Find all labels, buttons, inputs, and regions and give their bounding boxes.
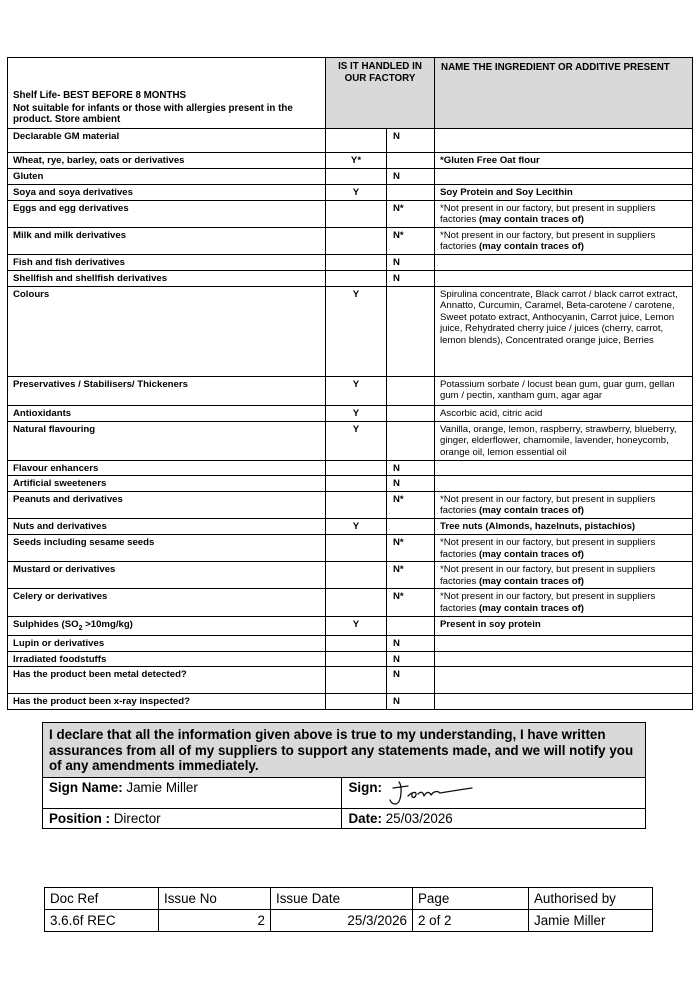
ingredient-text: *Not present in our factory, but present in suppliers factories — [440, 536, 656, 560]
ingredient-cell — [435, 286, 693, 376]
allergen-label-text: Artificial sweeteners — [13, 478, 107, 490]
ingredient-cell — [435, 169, 693, 185]
ingredient-text: Tree nuts (Almonds, hazelnuts, pistachios) — [440, 520, 636, 532]
allergen-row — [8, 518, 693, 534]
allergen-row — [8, 562, 693, 589]
allergen-row — [8, 153, 693, 169]
allergen-row — [8, 651, 693, 667]
allergen-label — [8, 589, 326, 616]
handled-no-cell — [387, 518, 435, 534]
allergen-label-text: Natural flavouring — [13, 423, 96, 435]
sign-label: Sign: — [348, 779, 382, 795]
ingredient-cell — [435, 636, 693, 652]
allergen-row — [8, 405, 693, 421]
ingredient-cell — [435, 694, 693, 710]
allergen-label-text: Preservatives / Stabilisers/ Thickeners — [13, 378, 188, 390]
ingredient-text: Soy Protein and Soy Lecithin — [440, 186, 573, 198]
handled-no-cell — [387, 286, 435, 376]
handled-yes-cell — [326, 636, 387, 652]
handled-yes-cell — [326, 491, 387, 518]
allergen-label — [8, 421, 326, 460]
allergen-row — [8, 227, 693, 254]
ingredient-cell — [435, 184, 693, 200]
date-value: 25/03/2026 — [385, 810, 453, 826]
ingredient-text: *Gluten Free Oat flour — [440, 155, 540, 166]
allergen-row — [8, 270, 693, 286]
allergen-row — [8, 460, 693, 476]
ingredient-text: *Not present in our factory, but present in suppliers factories — [440, 493, 656, 517]
allergen-label-text: Has the product been metal detected? — [13, 669, 187, 681]
allergen-row — [8, 421, 693, 460]
allergen-row — [8, 667, 693, 694]
allergen-label-text: Peanuts and derivatives — [13, 493, 123, 505]
allergen-row — [8, 534, 693, 561]
issue-no-value: 2 — [159, 910, 271, 932]
position-cell — [43, 808, 342, 828]
allergen-label — [8, 227, 326, 254]
traces-warning-text: (may contain traces of) — [478, 602, 584, 614]
allergen-row — [8, 169, 693, 185]
handled-yes-cell — [326, 476, 387, 492]
table-header-row — [8, 58, 693, 129]
authorised-by-header: Authorised by — [529, 888, 653, 910]
allergen-label — [8, 562, 326, 589]
ingredient-cell — [435, 153, 693, 169]
handled-no-cell: N* — [387, 227, 435, 254]
handled-yes-cell: Y — [326, 376, 387, 405]
page-value: 2 of 2 — [413, 910, 529, 932]
handled-no-cell — [387, 616, 435, 636]
allergen-label-text: Has the product been x-ray inspected? — [13, 696, 190, 708]
handled-yes-cell: Y — [326, 286, 387, 376]
allergen-row — [8, 694, 693, 710]
doc-ref-value: 3.6.6f REC — [45, 910, 159, 932]
allergen-row — [8, 636, 693, 652]
ingredient-text: *Not present in our factory, but present in suppliers factories — [440, 229, 656, 253]
ingredient-text: Potassium sorbate / locust bean gum, guar gum, gellan gum / pectin, xantham gum, agar agar — [440, 378, 675, 402]
handled-no-cell: N — [387, 636, 435, 652]
handled-no-cell — [387, 405, 435, 421]
ingredient-cell — [435, 518, 693, 534]
allergen-label — [8, 153, 326, 169]
factory-handled-header: IS IT HANDLED IN OUR FACTORY — [326, 58, 435, 129]
handled-yes-cell — [326, 562, 387, 589]
allergen-label — [8, 518, 326, 534]
product-info-cell — [8, 58, 326, 129]
ingredient-cell — [435, 405, 693, 421]
position-label: Position : — [49, 810, 110, 826]
allergen-label-text: Wheat, rye, barley, oats or derivatives — [13, 155, 185, 166]
ingredient-text: *Not present in our factory, but present in suppliers factories — [440, 591, 656, 614]
allergen-table — [7, 57, 693, 710]
allergen-label — [8, 694, 326, 710]
sign-name-cell — [43, 777, 342, 808]
handled-no-cell: N — [387, 254, 435, 270]
declaration-statement: I declare that all the information given above is true to my understanding, I have written assurances from all of my suppliers to support any statements made, and we will notify you of any amendments immediately. — [43, 723, 646, 778]
handled-no-cell: N* — [387, 534, 435, 561]
handled-yes-cell: Y — [326, 184, 387, 200]
handled-yes-cell — [326, 694, 387, 710]
sign-name-value: Jamie Miller — [126, 779, 198, 795]
handled-yes-cell — [326, 254, 387, 270]
ingredient-cell — [435, 254, 693, 270]
allergen-label — [8, 651, 326, 667]
handled-no-cell: N — [387, 694, 435, 710]
handled-yes-cell — [326, 651, 387, 667]
allergen-label-text: Antioxidants — [13, 407, 72, 419]
allergen-label — [8, 200, 326, 227]
handled-yes-cell — [326, 460, 387, 476]
doc-control-header-row — [45, 888, 653, 910]
allergen-label — [8, 476, 326, 492]
allergen-label — [8, 376, 326, 405]
allergen-label — [8, 667, 326, 694]
allergen-row — [8, 376, 693, 405]
ingredient-text: Ascorbic acid, citric acid — [440, 407, 543, 419]
handled-no-cell: N — [387, 270, 435, 286]
allergen-row — [8, 616, 693, 636]
traces-warning-text: (may contain traces of) — [478, 241, 584, 253]
allergen-row — [8, 476, 693, 492]
ingredient-cell — [435, 200, 693, 227]
allergen-label-text: Declarable GM material — [13, 131, 120, 142]
ingredient-cell — [435, 589, 693, 616]
allergen-label-text: Nuts and derivatives — [13, 520, 107, 532]
allergen-label — [8, 270, 326, 286]
handled-yes-cell: Y — [326, 405, 387, 421]
allergen-label-text: Sulphides (SO — [13, 618, 79, 630]
allergen-label — [8, 460, 326, 476]
allergen-row — [8, 589, 693, 616]
handwritten-signature — [384, 779, 484, 809]
traces-warning-text: (may contain traces of) — [478, 575, 584, 587]
ingredient-cell — [435, 534, 693, 561]
allergen-label — [8, 254, 326, 270]
allergen-label — [8, 491, 326, 518]
handled-yes-cell — [326, 270, 387, 286]
ingredient-cell — [435, 270, 693, 286]
handled-yes-cell — [326, 169, 387, 185]
allergen-label-text: Lupin or derivatives — [13, 638, 105, 649]
allergen-label-tail: >10mg/kg) — [82, 618, 133, 630]
handled-yes-cell — [326, 227, 387, 254]
issue-date-value: 25/3/2026 — [271, 910, 413, 932]
ingredient-cell — [435, 562, 693, 589]
ingredient-cell — [435, 616, 693, 636]
handled-yes-cell: Y* — [326, 153, 387, 169]
allergen-label — [8, 169, 326, 185]
handled-yes-cell — [326, 129, 387, 153]
allergen-row — [8, 129, 693, 153]
allergen-label-text: Colours — [13, 288, 50, 300]
handled-yes-cell — [326, 589, 387, 616]
ingredient-cell — [435, 667, 693, 694]
ingredient-cell — [435, 651, 693, 667]
allergen-label-text: Eggs and egg derivatives — [13, 202, 129, 214]
allergen-label-text: Seeds including sesame seeds — [13, 536, 155, 548]
allergen-label — [8, 616, 326, 636]
handled-no-cell: N — [387, 460, 435, 476]
handled-yes-cell — [326, 534, 387, 561]
handled-no-cell: N* — [387, 491, 435, 518]
issue-date-header: Issue Date — [271, 888, 413, 910]
issue-no-header: Issue No — [159, 888, 271, 910]
ingredient-cell — [435, 421, 693, 460]
position-value: Director — [113, 810, 161, 826]
ingredient-text: Vanilla, orange, lemon, raspberry, strawberry, blueberry, ginger, elderflower, chamomile, lavender, honeycomb, orange oil, lemon essential oil — [440, 423, 677, 458]
allergen-label — [8, 534, 326, 561]
handled-no-cell: N — [387, 667, 435, 694]
handled-yes-cell: Y — [326, 421, 387, 460]
signature-cell — [342, 777, 646, 808]
handled-yes-cell: Y — [326, 616, 387, 636]
ingredient-cell — [435, 476, 693, 492]
ingredient-header: NAME THE INGREDIENT OR ADDITIVE PRESENT — [435, 58, 693, 129]
handled-no-cell — [387, 376, 435, 405]
subscript-text: 2 — [78, 624, 83, 632]
traces-warning-text: (may contain traces of) — [478, 548, 584, 560]
traces-warning-text: (may contain traces of) — [478, 505, 584, 517]
authorised-by-value: Jamie Miller — [529, 910, 653, 932]
handled-no-cell: N* — [387, 200, 435, 227]
date-label: Date: — [348, 810, 382, 826]
allergen-label-text: Milk and milk derivatives — [13, 229, 127, 241]
ingredient-cell — [435, 129, 693, 153]
handled-yes-cell: Y — [326, 518, 387, 534]
ingredient-cell — [435, 227, 693, 254]
allergen-label-text: Flavour enhancers — [13, 462, 99, 474]
declaration-table — [42, 722, 646, 829]
ingredient-text: Present in soy protein — [440, 618, 541, 630]
allergen-row — [8, 491, 693, 518]
doc-control-value-row — [45, 910, 653, 932]
allergen-label-text: Fish and fish derivatives — [13, 256, 125, 268]
handled-yes-cell — [326, 667, 387, 694]
handled-yes-cell — [326, 200, 387, 227]
doc-ref-header: Doc Ref — [45, 888, 159, 910]
handled-no-cell: N — [387, 169, 435, 185]
sign-name-label: Sign Name: — [49, 779, 123, 795]
handled-no-cell — [387, 153, 435, 169]
product-note-text: Not suitable for infants or those with allergies present in the product. Store ambient — [13, 102, 293, 126]
allergen-label — [8, 405, 326, 421]
ingredient-cell — [435, 491, 693, 518]
allergen-label-text: Irradiated foodstuffs — [13, 653, 107, 665]
ingredient-cell — [435, 376, 693, 405]
handled-no-cell: N* — [387, 589, 435, 616]
allergen-label — [8, 184, 326, 200]
allergen-label-text: Mustard or derivatives — [13, 564, 116, 576]
handled-no-cell: N* — [387, 562, 435, 589]
allergen-label — [8, 636, 326, 652]
allergen-row — [8, 200, 693, 227]
allergen-label-text: Soya and soya derivatives — [13, 186, 133, 198]
handled-no-cell — [387, 184, 435, 200]
traces-warning-text: (may contain traces of) — [478, 214, 584, 226]
allergen-label-text: Celery or derivatives — [13, 591, 108, 603]
ingredient-cell — [435, 460, 693, 476]
page-header: Page — [413, 888, 529, 910]
date-cell — [342, 808, 646, 828]
handled-no-cell: N — [387, 651, 435, 667]
allergen-label — [8, 129, 326, 153]
handled-no-cell: N — [387, 129, 435, 153]
allergen-label-text: Gluten — [13, 171, 44, 182]
allergen-label — [8, 286, 326, 376]
document-control-table — [44, 887, 653, 932]
ingredient-text: *Not present in our factory, but present in suppliers factories — [440, 564, 656, 587]
ingredient-text: Spirulina concentrate, Black carrot / black carrot extract, Annatto, Curcumin, Caramel, Beta-carotene / carotene, Sweet potato extract, Anthocyanin, Carrot juice, Lemon juice, Rehydrated cherry juice / juices (cherry, carrot, lemon blends), Concentrated orange juice, Berries — [440, 288, 678, 346]
allergen-row — [8, 254, 693, 270]
ingredient-text: *Not present in our factory, but present in suppliers factories — [440, 202, 656, 226]
allergen-row — [8, 286, 693, 376]
allergen-row — [8, 184, 693, 200]
handled-no-cell: N — [387, 476, 435, 492]
handled-no-cell — [387, 421, 435, 460]
shelf-life-text: Shelf Life- BEST BEFORE 8 MONTHS — [13, 90, 187, 102]
allergen-label-text: Shellfish and shellfish derivatives — [13, 272, 168, 284]
